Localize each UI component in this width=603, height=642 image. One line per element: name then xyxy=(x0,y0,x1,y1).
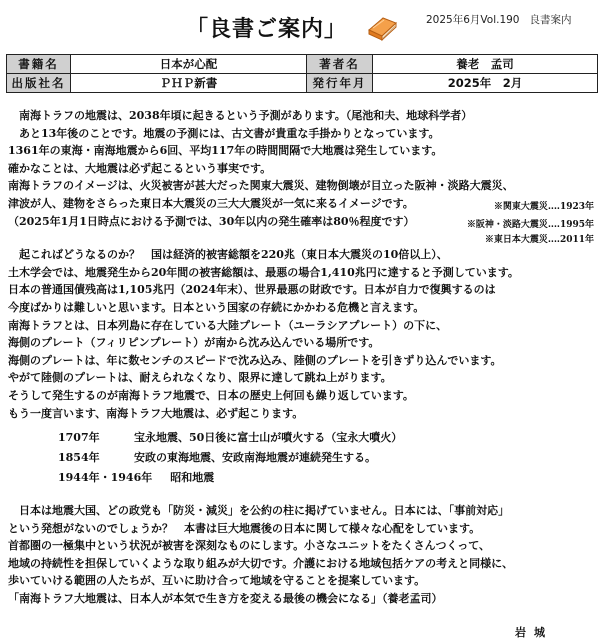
book-info-table xyxy=(6,54,598,93)
text-line xyxy=(8,195,600,213)
page-title: 「良書ご案内」 xyxy=(186,17,348,42)
text-content: 津波が人、建物をさらった東日本大震災の三大大震災が一気に来るイメージです。 xyxy=(8,196,414,210)
text-line: 南海トラフの地震は、2038年頃に起きるという予測があります。（尾池和夫、地球科学者） xyxy=(19,109,473,122)
timeline-row xyxy=(8,448,600,468)
text-line: 海側のプレート（フィリピンプレート）が南から沈み込んでいる場所です。 xyxy=(8,336,380,350)
text-line: 歩いていける範囲の人たちが、互いに助け合って地域を守ることを提案しています。 xyxy=(8,574,426,588)
timeline-event: 昭和地震 xyxy=(170,471,215,485)
text-line: 南海トラフのイメージは、火災被害が甚大だった関東大震災、建物倒壊が目立った阪神・淡路大震災、 xyxy=(8,179,514,193)
text-line: そうして発生するのが南海トラフ地震で、日本の歴史上何回も繰り返しています。 xyxy=(8,388,414,402)
text-line: 海側のプレートは、年に数センチのスピードで沈み込み、陸側のプレートを引きずり込んでいます。 xyxy=(8,353,502,367)
text-line: 「南海トラフ大地震は、日本人が本気で生き方を変える最後の機会になる」（養老孟司） xyxy=(8,592,443,606)
note-tohoku: ※東日本大震災‥‥2011年 xyxy=(484,235,594,246)
series-name: 良書案内 xyxy=(529,14,572,26)
publisher-value: ＰＨＰ新書 xyxy=(71,74,307,93)
author-value: 養老 孟司 xyxy=(373,55,598,74)
text-line: 確かなことは、大地震は必ず起こるという事実です。 xyxy=(8,161,272,175)
text-line: という発想がないのでしょうか？ 本書は巨大地震後の日本に関して様々な心配をしています。 xyxy=(8,521,481,535)
timeline-year: 1944年・1946年 xyxy=(58,471,153,485)
signature: 岩城 xyxy=(515,626,553,639)
book-info-row xyxy=(7,55,598,74)
text-line: 地域の持続性を担保していくような取り組みが大切です。介護における地域包括ケアの考えと同様に、 xyxy=(8,556,514,570)
text-line xyxy=(8,230,600,246)
text-line: 南海トラフとは、日本列島に存在している大陸プレート（ユーラシアプレート）の下に、 xyxy=(8,318,448,332)
date-value: 2025年 2月 xyxy=(373,74,598,93)
note-hanshin: ※阪神・淡路大震災‥‥1995年 xyxy=(466,219,594,230)
timeline-year: 1854年 xyxy=(58,451,100,465)
author-label: 著者名 xyxy=(307,55,373,74)
text-content: （2025年1月1日時点における予測では、30年以内の発生確率は80％程度です） xyxy=(8,214,415,228)
timeline-year: 1707年 xyxy=(58,431,100,445)
text-line: もう一度言います、南海トラフ大地震は、必ず起こります。 xyxy=(8,406,304,420)
book-info-row xyxy=(7,74,598,93)
timeline-event: 安政の東海地震、安政南海地震が連続発生する。 xyxy=(134,451,376,465)
text-line: 首都圏の一極集中という状況が被害を深刻なものにします。小さなユニットをたくさんつくって、 xyxy=(8,539,491,553)
text-line: やがて陸側のプレートは、耐えられなくなり、限界に達して跳ね上がります。 xyxy=(8,371,392,385)
title-label: 書籍名 xyxy=(7,55,71,74)
text-line: 土木学会では、地震発生から20年間の被害総額は、最悪の場合1,410兆円に達すると予測しています。 xyxy=(8,265,519,279)
publisher-label: 出版社名 xyxy=(7,74,71,93)
text-line: 起こればどうなるのか？ 国は経済的被害総額を220兆（東日本大震災の10倍以上）、 xyxy=(19,248,448,262)
date-label: 発行年月 xyxy=(307,74,373,93)
issue-number: 2025年6月Vol.190 xyxy=(426,14,520,26)
text-line: あと13年後のことです。地震の予測には、古文書が貴重な手掛かりとなっています。 xyxy=(19,126,440,140)
text-line xyxy=(8,213,600,231)
book-icon xyxy=(366,10,398,42)
timeline-event: 宝永地震、50日後に富士山が噴火する（宝永大噴火） xyxy=(134,431,403,445)
spacer xyxy=(8,488,600,502)
title-value: 日本が心配 xyxy=(71,55,307,74)
note-kanto: ※関東大震災‥‥1923年 xyxy=(493,201,594,212)
timeline-row xyxy=(8,468,600,488)
text-line: 1361年の東海・南海地震から6回、平均117年の時間間隔で大地震は発生しています。 xyxy=(8,144,443,158)
text-line: 今度ばかりは難しいと思います。日本という国家の存続にかかわる危機と言えます。 xyxy=(8,300,425,314)
issue-info xyxy=(426,12,572,27)
text-line: 日本の普通国債残高は1,105兆円（2024年末）、世界最悪の財政です。日本が自力で復興するのは xyxy=(8,283,496,297)
text-line: 日本は地震大国、どの政党も「防災・減災」を公約の柱に掲げていません。日本には、「事前対応」 xyxy=(19,504,510,518)
review-body xyxy=(8,107,600,608)
timeline-row xyxy=(8,428,600,448)
